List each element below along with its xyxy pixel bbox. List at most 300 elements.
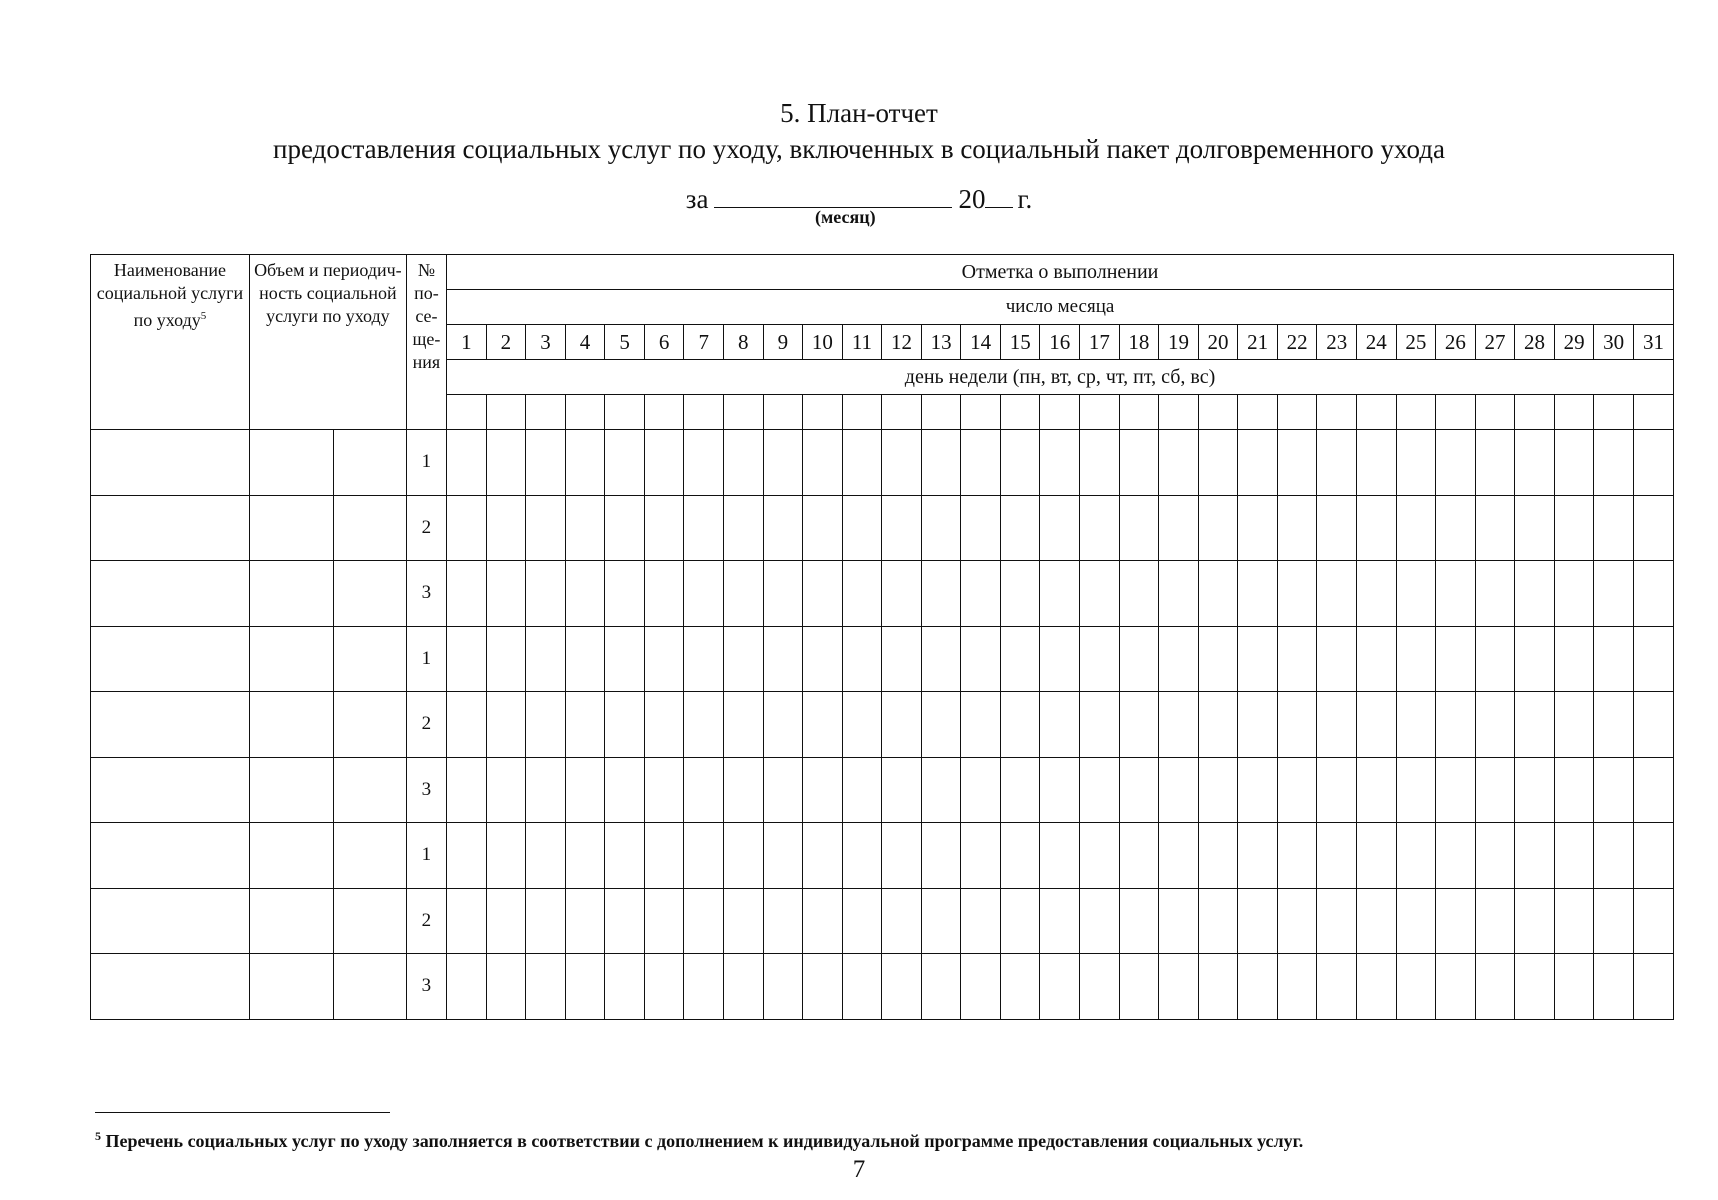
completion-mark-cell[interactable] xyxy=(1436,888,1476,954)
completion-mark-cell[interactable] xyxy=(882,626,922,692)
weekday-cell[interactable] xyxy=(1238,395,1278,430)
completion-mark-cell[interactable] xyxy=(1198,626,1238,692)
periodicity-cell[interactable] xyxy=(334,430,406,496)
completion-mark-cell[interactable] xyxy=(486,430,526,496)
completion-mark-cell[interactable] xyxy=(1040,495,1080,561)
completion-mark-cell[interactable] xyxy=(1119,430,1159,496)
completion-mark-cell[interactable] xyxy=(1515,626,1555,692)
completion-mark-cell[interactable] xyxy=(605,561,645,627)
completion-mark-cell[interactable] xyxy=(486,888,526,954)
completion-mark-cell[interactable] xyxy=(1594,757,1634,823)
completion-mark-cell[interactable] xyxy=(644,495,684,561)
completion-mark-cell[interactable] xyxy=(605,954,645,1020)
completion-mark-cell[interactable] xyxy=(803,757,843,823)
completion-mark-cell[interactable] xyxy=(684,561,724,627)
completion-mark-cell[interactable] xyxy=(526,430,566,496)
completion-mark-cell[interactable] xyxy=(961,561,1001,627)
completion-mark-cell[interactable] xyxy=(1159,692,1199,758)
completion-mark-cell[interactable] xyxy=(803,626,843,692)
completion-mark-cell[interactable] xyxy=(605,888,645,954)
completion-mark-cell[interactable] xyxy=(842,626,882,692)
completion-mark-cell[interactable] xyxy=(1080,495,1120,561)
completion-mark-cell[interactable] xyxy=(1356,757,1396,823)
completion-mark-cell[interactable] xyxy=(1080,430,1120,496)
completion-mark-cell[interactable] xyxy=(1000,954,1040,1020)
completion-mark-cell[interactable] xyxy=(882,561,922,627)
completion-mark-cell[interactable] xyxy=(842,430,882,496)
completion-mark-cell[interactable] xyxy=(723,757,763,823)
completion-mark-cell[interactable] xyxy=(961,430,1001,496)
weekday-cell[interactable] xyxy=(565,395,605,430)
completion-mark-cell[interactable] xyxy=(565,495,605,561)
completion-mark-cell[interactable] xyxy=(1277,495,1317,561)
completion-mark-cell[interactable] xyxy=(803,954,843,1020)
completion-mark-cell[interactable] xyxy=(1317,888,1357,954)
completion-mark-cell[interactable] xyxy=(1475,626,1515,692)
completion-mark-cell[interactable] xyxy=(1356,888,1396,954)
completion-mark-cell[interactable] xyxy=(1277,757,1317,823)
completion-mark-cell[interactable] xyxy=(1356,495,1396,561)
completion-mark-cell[interactable] xyxy=(1356,430,1396,496)
completion-mark-cell[interactable] xyxy=(763,692,803,758)
completion-mark-cell[interactable] xyxy=(1317,757,1357,823)
completion-mark-cell[interactable] xyxy=(842,692,882,758)
completion-mark-cell[interactable] xyxy=(882,757,922,823)
completion-mark-cell[interactable] xyxy=(1515,823,1555,889)
weekday-cell[interactable] xyxy=(763,395,803,430)
completion-mark-cell[interactable] xyxy=(1633,495,1673,561)
completion-mark-cell[interactable] xyxy=(921,692,961,758)
completion-mark-cell[interactable] xyxy=(1436,692,1476,758)
completion-mark-cell[interactable] xyxy=(1554,692,1594,758)
completion-mark-cell[interactable] xyxy=(1594,888,1634,954)
completion-mark-cell[interactable] xyxy=(526,823,566,889)
periodicity-cell[interactable] xyxy=(334,626,406,692)
weekday-cell[interactable] xyxy=(1277,395,1317,430)
completion-mark-cell[interactable] xyxy=(447,757,487,823)
completion-mark-cell[interactable] xyxy=(921,954,961,1020)
completion-mark-cell[interactable] xyxy=(882,954,922,1020)
completion-mark-cell[interactable] xyxy=(1515,495,1555,561)
completion-mark-cell[interactable] xyxy=(1396,954,1436,1020)
completion-mark-cell[interactable] xyxy=(921,430,961,496)
periodicity-cell[interactable] xyxy=(334,495,406,561)
completion-mark-cell[interactable] xyxy=(526,626,566,692)
completion-mark-cell[interactable] xyxy=(1238,757,1278,823)
completion-mark-cell[interactable] xyxy=(842,954,882,1020)
completion-mark-cell[interactable] xyxy=(1594,626,1634,692)
completion-mark-cell[interactable] xyxy=(1356,823,1396,889)
weekday-cell[interactable] xyxy=(1159,395,1199,430)
completion-mark-cell[interactable] xyxy=(1159,626,1199,692)
completion-mark-cell[interactable] xyxy=(1040,757,1080,823)
completion-mark-cell[interactable] xyxy=(565,692,605,758)
completion-mark-cell[interactable] xyxy=(1238,626,1278,692)
completion-mark-cell[interactable] xyxy=(526,692,566,758)
completion-mark-cell[interactable] xyxy=(447,954,487,1020)
completion-mark-cell[interactable] xyxy=(1515,692,1555,758)
service-name-cell[interactable] xyxy=(91,561,250,627)
weekday-cell[interactable] xyxy=(723,395,763,430)
weekday-cell[interactable] xyxy=(1633,395,1673,430)
completion-mark-cell[interactable] xyxy=(1633,823,1673,889)
completion-mark-cell[interactable] xyxy=(1396,495,1436,561)
completion-mark-cell[interactable] xyxy=(447,495,487,561)
completion-mark-cell[interactable] xyxy=(565,954,605,1020)
completion-mark-cell[interactable] xyxy=(1317,823,1357,889)
completion-mark-cell[interactable] xyxy=(1198,823,1238,889)
completion-mark-cell[interactable] xyxy=(803,692,843,758)
completion-mark-cell[interactable] xyxy=(644,954,684,1020)
completion-mark-cell[interactable] xyxy=(842,495,882,561)
completion-mark-cell[interactable] xyxy=(1119,888,1159,954)
completion-mark-cell[interactable] xyxy=(1198,757,1238,823)
completion-mark-cell[interactable] xyxy=(1080,823,1120,889)
completion-mark-cell[interactable] xyxy=(447,888,487,954)
completion-mark-cell[interactable] xyxy=(1238,954,1278,1020)
completion-mark-cell[interactable] xyxy=(1119,495,1159,561)
completion-mark-cell[interactable] xyxy=(1080,626,1120,692)
completion-mark-cell[interactable] xyxy=(1396,626,1436,692)
completion-mark-cell[interactable] xyxy=(1633,430,1673,496)
completion-mark-cell[interactable] xyxy=(1119,757,1159,823)
weekday-cell[interactable] xyxy=(1317,395,1357,430)
completion-mark-cell[interactable] xyxy=(1436,430,1476,496)
completion-mark-cell[interactable] xyxy=(486,823,526,889)
weekday-cell[interactable] xyxy=(1000,395,1040,430)
completion-mark-cell[interactable] xyxy=(1000,495,1040,561)
completion-mark-cell[interactable] xyxy=(684,430,724,496)
completion-mark-cell[interactable] xyxy=(763,757,803,823)
weekday-cell[interactable] xyxy=(1554,395,1594,430)
weekday-cell[interactable] xyxy=(1080,395,1120,430)
volume-cell[interactable] xyxy=(249,495,333,561)
completion-mark-cell[interactable] xyxy=(644,626,684,692)
completion-mark-cell[interactable] xyxy=(723,495,763,561)
weekday-cell[interactable] xyxy=(1515,395,1555,430)
completion-mark-cell[interactable] xyxy=(1000,823,1040,889)
weekday-cell[interactable] xyxy=(486,395,526,430)
completion-mark-cell[interactable] xyxy=(1000,430,1040,496)
completion-mark-cell[interactable] xyxy=(1277,430,1317,496)
completion-mark-cell[interactable] xyxy=(723,823,763,889)
completion-mark-cell[interactable] xyxy=(1356,561,1396,627)
service-name-cell[interactable] xyxy=(91,626,250,692)
completion-mark-cell[interactable] xyxy=(605,692,645,758)
completion-mark-cell[interactable] xyxy=(447,430,487,496)
completion-mark-cell[interactable] xyxy=(1277,823,1317,889)
weekday-cell[interactable] xyxy=(1119,395,1159,430)
completion-mark-cell[interactable] xyxy=(1554,954,1594,1020)
periodicity-cell[interactable] xyxy=(334,692,406,758)
completion-mark-cell[interactable] xyxy=(1159,430,1199,496)
completion-mark-cell[interactable] xyxy=(684,626,724,692)
completion-mark-cell[interactable] xyxy=(1633,757,1673,823)
completion-mark-cell[interactable] xyxy=(1436,757,1476,823)
completion-mark-cell[interactable] xyxy=(605,430,645,496)
completion-mark-cell[interactable] xyxy=(1515,430,1555,496)
weekday-cell[interactable] xyxy=(447,395,487,430)
service-name-cell[interactable] xyxy=(91,888,250,954)
completion-mark-cell[interactable] xyxy=(921,495,961,561)
completion-mark-cell[interactable] xyxy=(842,888,882,954)
completion-mark-cell[interactable] xyxy=(1475,823,1515,889)
completion-mark-cell[interactable] xyxy=(486,757,526,823)
completion-mark-cell[interactable] xyxy=(842,757,882,823)
completion-mark-cell[interactable] xyxy=(803,888,843,954)
completion-mark-cell[interactable] xyxy=(882,430,922,496)
completion-mark-cell[interactable] xyxy=(1119,626,1159,692)
completion-mark-cell[interactable] xyxy=(1515,561,1555,627)
completion-mark-cell[interactable] xyxy=(1396,561,1436,627)
completion-mark-cell[interactable] xyxy=(1436,495,1476,561)
completion-mark-cell[interactable] xyxy=(842,561,882,627)
year-blank[interactable] xyxy=(985,183,1013,208)
completion-mark-cell[interactable] xyxy=(763,561,803,627)
completion-mark-cell[interactable] xyxy=(644,888,684,954)
completion-mark-cell[interactable] xyxy=(1000,626,1040,692)
completion-mark-cell[interactable] xyxy=(1198,954,1238,1020)
completion-mark-cell[interactable] xyxy=(565,823,605,889)
completion-mark-cell[interactable] xyxy=(1594,430,1634,496)
volume-cell[interactable] xyxy=(249,954,333,1020)
completion-mark-cell[interactable] xyxy=(1198,888,1238,954)
periodicity-cell[interactable] xyxy=(334,757,406,823)
completion-mark-cell[interactable] xyxy=(1238,888,1278,954)
weekday-cell[interactable] xyxy=(605,395,645,430)
service-name-cell[interactable] xyxy=(91,495,250,561)
completion-mark-cell[interactable] xyxy=(644,561,684,627)
completion-mark-cell[interactable] xyxy=(763,626,803,692)
completion-mark-cell[interactable] xyxy=(763,430,803,496)
completion-mark-cell[interactable] xyxy=(1475,888,1515,954)
month-blank[interactable] xyxy=(714,183,952,208)
completion-mark-cell[interactable] xyxy=(961,495,1001,561)
weekday-cell[interactable] xyxy=(882,395,922,430)
volume-cell[interactable] xyxy=(249,626,333,692)
completion-mark-cell[interactable] xyxy=(1554,430,1594,496)
completion-mark-cell[interactable] xyxy=(1277,954,1317,1020)
volume-cell[interactable] xyxy=(249,823,333,889)
completion-mark-cell[interactable] xyxy=(1633,692,1673,758)
completion-mark-cell[interactable] xyxy=(486,954,526,1020)
completion-mark-cell[interactable] xyxy=(1238,495,1278,561)
completion-mark-cell[interactable] xyxy=(565,757,605,823)
completion-mark-cell[interactable] xyxy=(1317,954,1357,1020)
weekday-cell[interactable] xyxy=(644,395,684,430)
completion-mark-cell[interactable] xyxy=(526,954,566,1020)
completion-mark-cell[interactable] xyxy=(1515,888,1555,954)
completion-mark-cell[interactable] xyxy=(1436,823,1476,889)
completion-mark-cell[interactable] xyxy=(1238,823,1278,889)
completion-mark-cell[interactable] xyxy=(526,561,566,627)
volume-cell[interactable] xyxy=(249,888,333,954)
completion-mark-cell[interactable] xyxy=(882,823,922,889)
service-name-cell[interactable] xyxy=(91,430,250,496)
completion-mark-cell[interactable] xyxy=(1198,495,1238,561)
completion-mark-cell[interactable] xyxy=(526,495,566,561)
periodicity-cell[interactable] xyxy=(334,823,406,889)
completion-mark-cell[interactable] xyxy=(763,888,803,954)
completion-mark-cell[interactable] xyxy=(1554,888,1594,954)
completion-mark-cell[interactable] xyxy=(447,561,487,627)
completion-mark-cell[interactable] xyxy=(1119,561,1159,627)
completion-mark-cell[interactable] xyxy=(1475,954,1515,1020)
completion-mark-cell[interactable] xyxy=(1436,561,1476,627)
completion-mark-cell[interactable] xyxy=(1238,430,1278,496)
completion-mark-cell[interactable] xyxy=(961,954,1001,1020)
completion-mark-cell[interactable] xyxy=(565,626,605,692)
completion-mark-cell[interactable] xyxy=(565,430,605,496)
completion-mark-cell[interactable] xyxy=(1554,757,1594,823)
service-name-cell[interactable] xyxy=(91,757,250,823)
completion-mark-cell[interactable] xyxy=(1356,626,1396,692)
completion-mark-cell[interactable] xyxy=(1040,823,1080,889)
completion-mark-cell[interactable] xyxy=(1159,888,1199,954)
completion-mark-cell[interactable] xyxy=(1000,561,1040,627)
completion-mark-cell[interactable] xyxy=(723,561,763,627)
completion-mark-cell[interactable] xyxy=(882,888,922,954)
completion-mark-cell[interactable] xyxy=(1277,626,1317,692)
completion-mark-cell[interactable] xyxy=(1040,692,1080,758)
completion-mark-cell[interactable] xyxy=(1475,430,1515,496)
completion-mark-cell[interactable] xyxy=(1594,823,1634,889)
completion-mark-cell[interactable] xyxy=(961,888,1001,954)
completion-mark-cell[interactable] xyxy=(1080,561,1120,627)
completion-mark-cell[interactable] xyxy=(1080,888,1120,954)
periodicity-cell[interactable] xyxy=(334,954,406,1020)
completion-mark-cell[interactable] xyxy=(882,692,922,758)
completion-mark-cell[interactable] xyxy=(1396,692,1436,758)
completion-mark-cell[interactable] xyxy=(447,823,487,889)
completion-mark-cell[interactable] xyxy=(1633,561,1673,627)
weekday-cell[interactable] xyxy=(1436,395,1476,430)
completion-mark-cell[interactable] xyxy=(723,954,763,1020)
completion-mark-cell[interactable] xyxy=(684,692,724,758)
completion-mark-cell[interactable] xyxy=(644,692,684,758)
completion-mark-cell[interactable] xyxy=(684,757,724,823)
weekday-cell[interactable] xyxy=(1594,395,1634,430)
completion-mark-cell[interactable] xyxy=(1080,757,1120,823)
completion-mark-cell[interactable] xyxy=(763,954,803,1020)
completion-mark-cell[interactable] xyxy=(526,757,566,823)
completion-mark-cell[interactable] xyxy=(1475,757,1515,823)
volume-cell[interactable] xyxy=(249,430,333,496)
completion-mark-cell[interactable] xyxy=(486,626,526,692)
completion-mark-cell[interactable] xyxy=(1198,430,1238,496)
completion-mark-cell[interactable] xyxy=(921,626,961,692)
weekday-cell[interactable] xyxy=(1396,395,1436,430)
completion-mark-cell[interactable] xyxy=(803,561,843,627)
weekday-cell[interactable] xyxy=(1475,395,1515,430)
completion-mark-cell[interactable] xyxy=(1554,561,1594,627)
completion-mark-cell[interactable] xyxy=(1554,495,1594,561)
completion-mark-cell[interactable] xyxy=(486,692,526,758)
completion-mark-cell[interactable] xyxy=(684,823,724,889)
completion-mark-cell[interactable] xyxy=(1238,561,1278,627)
completion-mark-cell[interactable] xyxy=(723,692,763,758)
completion-mark-cell[interactable] xyxy=(763,823,803,889)
completion-mark-cell[interactable] xyxy=(1119,692,1159,758)
completion-mark-cell[interactable] xyxy=(1317,626,1357,692)
completion-mark-cell[interactable] xyxy=(961,823,1001,889)
periodicity-cell[interactable] xyxy=(334,888,406,954)
completion-mark-cell[interactable] xyxy=(486,561,526,627)
completion-mark-cell[interactable] xyxy=(1000,692,1040,758)
volume-cell[interactable] xyxy=(249,692,333,758)
completion-mark-cell[interactable] xyxy=(1396,430,1436,496)
completion-mark-cell[interactable] xyxy=(1159,823,1199,889)
completion-mark-cell[interactable] xyxy=(684,495,724,561)
completion-mark-cell[interactable] xyxy=(1317,692,1357,758)
completion-mark-cell[interactable] xyxy=(921,888,961,954)
completion-mark-cell[interactable] xyxy=(605,823,645,889)
completion-mark-cell[interactable] xyxy=(1475,692,1515,758)
completion-mark-cell[interactable] xyxy=(565,888,605,954)
completion-mark-cell[interactable] xyxy=(1277,561,1317,627)
completion-mark-cell[interactable] xyxy=(1554,823,1594,889)
weekday-cell[interactable] xyxy=(842,395,882,430)
completion-mark-cell[interactable] xyxy=(684,888,724,954)
weekday-cell[interactable] xyxy=(803,395,843,430)
completion-mark-cell[interactable] xyxy=(1594,495,1634,561)
completion-mark-cell[interactable] xyxy=(486,495,526,561)
completion-mark-cell[interactable] xyxy=(1238,692,1278,758)
completion-mark-cell[interactable] xyxy=(961,626,1001,692)
completion-mark-cell[interactable] xyxy=(605,495,645,561)
completion-mark-cell[interactable] xyxy=(1475,495,1515,561)
completion-mark-cell[interactable] xyxy=(1317,561,1357,627)
completion-mark-cell[interactable] xyxy=(526,888,566,954)
completion-mark-cell[interactable] xyxy=(882,495,922,561)
completion-mark-cell[interactable] xyxy=(1594,692,1634,758)
completion-mark-cell[interactable] xyxy=(1040,561,1080,627)
volume-cell[interactable] xyxy=(249,757,333,823)
completion-mark-cell[interactable] xyxy=(1277,888,1317,954)
completion-mark-cell[interactable] xyxy=(565,561,605,627)
completion-mark-cell[interactable] xyxy=(723,888,763,954)
completion-mark-cell[interactable] xyxy=(1277,692,1317,758)
completion-mark-cell[interactable] xyxy=(1119,954,1159,1020)
completion-mark-cell[interactable] xyxy=(1475,561,1515,627)
service-name-cell[interactable] xyxy=(91,692,250,758)
completion-mark-cell[interactable] xyxy=(723,430,763,496)
completion-mark-cell[interactable] xyxy=(1198,561,1238,627)
completion-mark-cell[interactable] xyxy=(842,823,882,889)
completion-mark-cell[interactable] xyxy=(1040,888,1080,954)
completion-mark-cell[interactable] xyxy=(921,561,961,627)
completion-mark-cell[interactable] xyxy=(961,757,1001,823)
completion-mark-cell[interactable] xyxy=(1594,561,1634,627)
completion-mark-cell[interactable] xyxy=(803,430,843,496)
completion-mark-cell[interactable] xyxy=(1515,954,1555,1020)
completion-mark-cell[interactable] xyxy=(447,692,487,758)
completion-mark-cell[interactable] xyxy=(605,626,645,692)
completion-mark-cell[interactable] xyxy=(961,692,1001,758)
weekday-cell[interactable] xyxy=(1198,395,1238,430)
completion-mark-cell[interactable] xyxy=(644,757,684,823)
completion-mark-cell[interactable] xyxy=(1159,561,1199,627)
completion-mark-cell[interactable] xyxy=(1633,954,1673,1020)
completion-mark-cell[interactable] xyxy=(1396,888,1436,954)
completion-mark-cell[interactable] xyxy=(803,823,843,889)
completion-mark-cell[interactable] xyxy=(1119,823,1159,889)
completion-mark-cell[interactable] xyxy=(1515,757,1555,823)
completion-mark-cell[interactable] xyxy=(803,495,843,561)
completion-mark-cell[interactable] xyxy=(605,757,645,823)
periodicity-cell[interactable] xyxy=(334,561,406,627)
completion-mark-cell[interactable] xyxy=(1040,626,1080,692)
